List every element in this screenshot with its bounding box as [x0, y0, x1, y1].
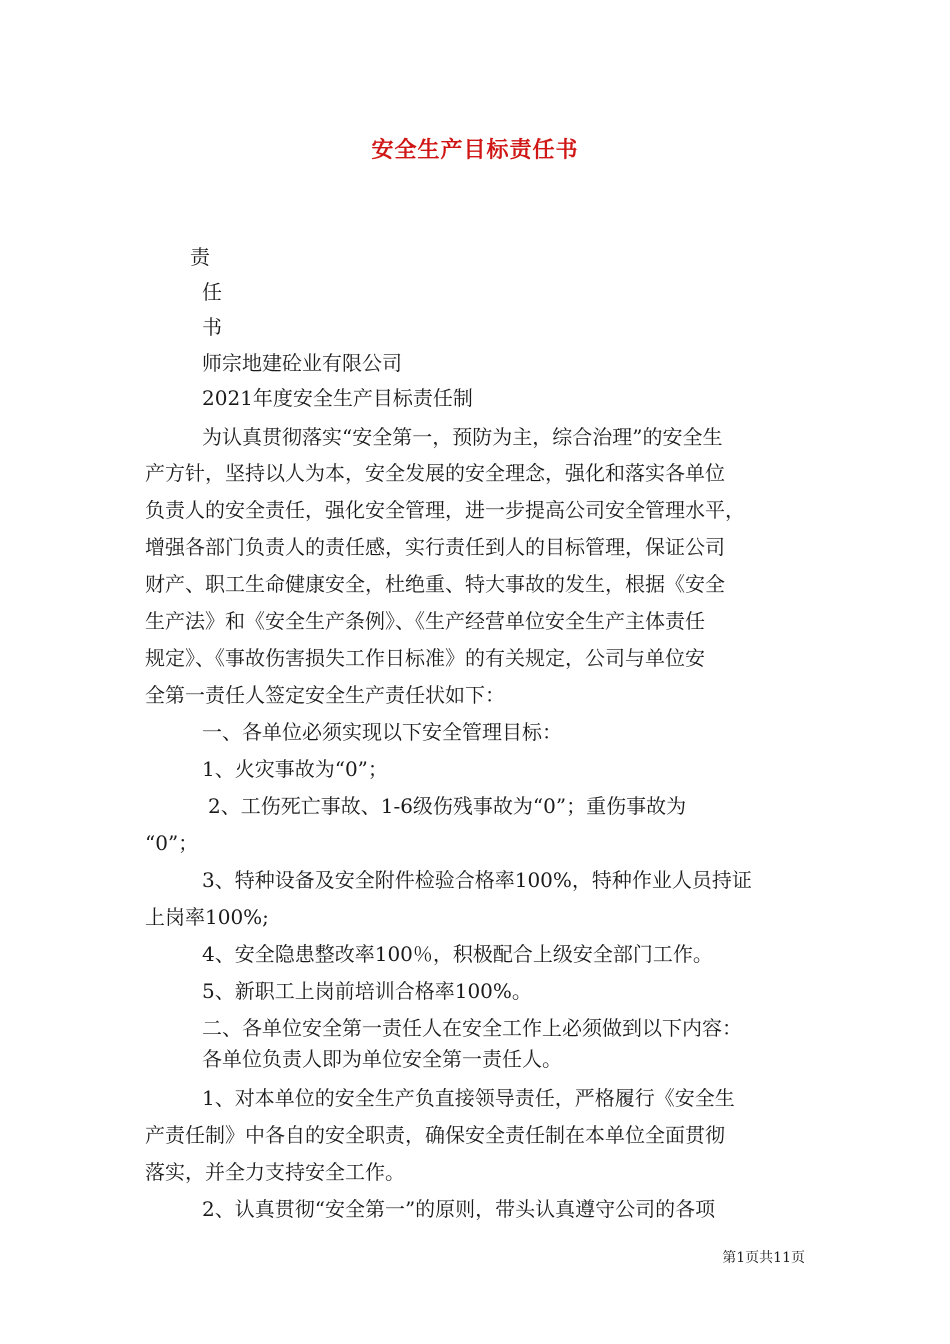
company-name: 师宗地建砼业有限公司	[202, 351, 402, 375]
paragraph-line: 生产法》和《安全生产条例》、《生产经营单位安全生产主体责任	[145, 609, 705, 633]
list-item: 上岗率100%;	[145, 905, 269, 929]
document-subtitle: 2021年度安全生产目标责任制	[202, 386, 473, 410]
list-item: “0”；	[145, 831, 199, 855]
list-item: 2、工伤死亡事故、1-6级伤残事故为“0”；重伤事故为	[208, 794, 687, 818]
list-item: 落实，并全力支持安全工作。	[145, 1160, 405, 1184]
section-heading: 二、各单位安全第一责任人在安全工作上必须做到以下内容：	[202, 1016, 742, 1040]
list-item: 5、新职工上岗前培训合格率100%。	[202, 979, 532, 1003]
section-heading: 一、各单位必须实现以下安全管理目标：	[202, 720, 562, 744]
paragraph-line: 全第一责任人签定安全生产责任状如下：	[145, 683, 505, 707]
list-item: 1、对本单位的安全生产负直接领导责任，严格履行《安全生	[202, 1086, 735, 1110]
paragraph-line: 财产、职工生命健康安全，杜绝重、特大事故的发生，根据《安全	[145, 572, 725, 596]
document-title: 安全生产目标责任书	[371, 137, 579, 163]
heading-char: 责	[190, 245, 210, 269]
paragraph-line: 产方针，坚持以人为本，安全发展的安全理念，强化和落实各单位	[145, 461, 725, 485]
paragraph-line: 规定》、《事故伤害损失工作日标准》的有关规定，公司与单位安	[145, 646, 705, 670]
list-item: 4、安全隐患整改率100％，积极配合上级安全部门工作。	[202, 942, 713, 966]
list-item: 产责任制》中各自的安全职责，确保安全责任制在本单位全面贯彻	[145, 1123, 725, 1147]
paragraph-line: 负责人的安全责任，强化安全管理，进一步提高公司安全管理水平，	[145, 498, 745, 522]
page-number: 第1页共11页	[722, 1250, 805, 1266]
paragraph-line: 为认真贯彻落实“安全第一，预防为主，综合治理”的安全生	[202, 425, 723, 449]
paragraph-line: 增强各部门负责人的责任感，实行责任到人的目标管理，保证公司	[145, 535, 725, 559]
heading-char: 书	[202, 315, 222, 339]
paragraph-line: 各单位负责人即为单位安全第一责任人。	[202, 1047, 562, 1071]
list-item: 2、认真贯彻“安全第一”的原则，带头认真遵守公司的各项	[202, 1197, 716, 1221]
heading-char: 任	[202, 280, 222, 304]
list-item: 3、特种设备及安全附件检验合格率100%，特种作业人员持证	[202, 868, 752, 892]
list-item: 1、火灾事故为“0”；	[202, 757, 388, 781]
